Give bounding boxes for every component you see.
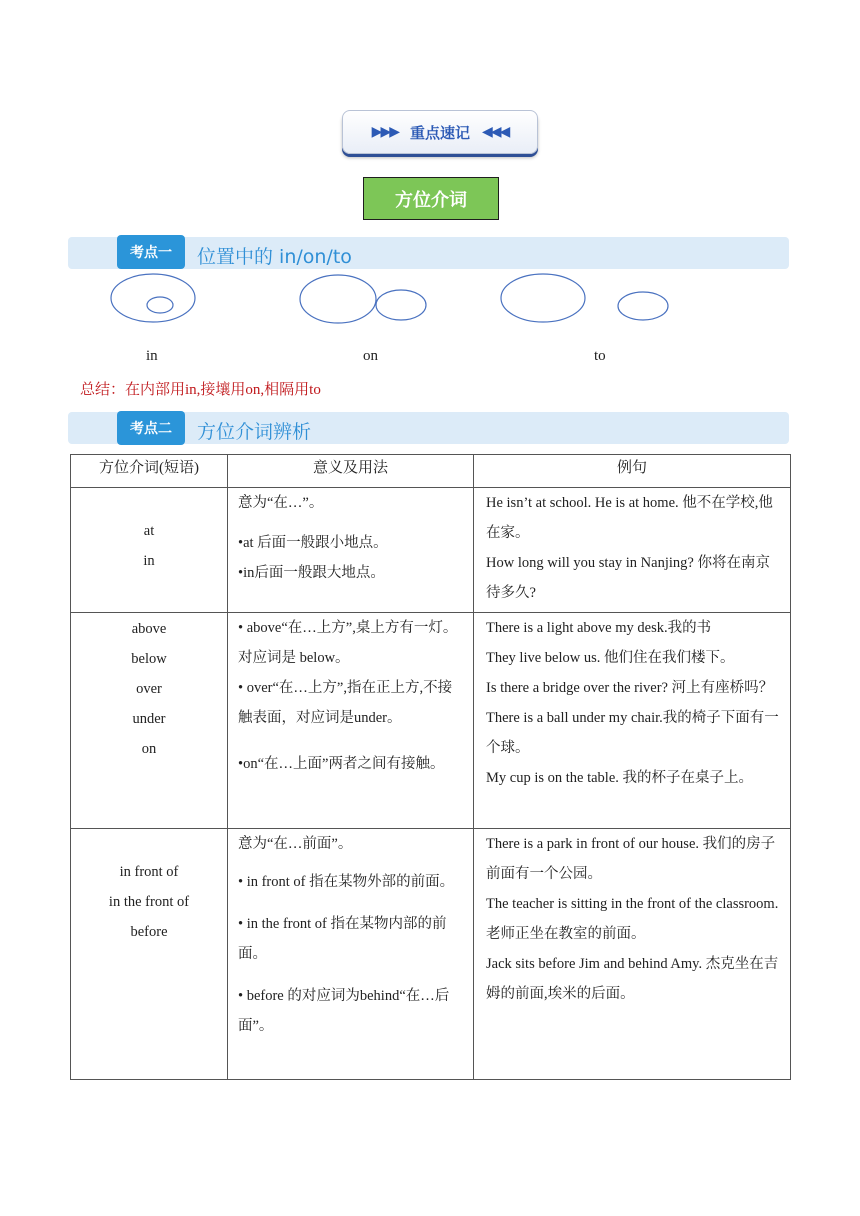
meaning-cell — [228, 829, 474, 1080]
header-example: 例句 — [474, 455, 791, 488]
banner-title: 重点速记 — [409, 123, 470, 142]
left-arrows-icon: ◀◀◀ — [482, 124, 509, 140]
position-diagram — [100, 268, 680, 332]
header-preposition: 方位介词(短语) — [71, 455, 228, 488]
example-line: My cup is on the table. 我的杯子在桌子上。 — [486, 770, 754, 786]
word: on — [141, 741, 157, 757]
label-to: to — [594, 348, 606, 364]
word: in front of — [119, 864, 179, 880]
meaning-cell — [228, 488, 474, 613]
word: in the front of — [108, 894, 190, 910]
word: above — [131, 621, 167, 637]
example-line: He isn’t at school. He is at home. 他不在学校,他在家。 — [486, 495, 773, 541]
summary-text: 总结：在内部用in,接壤用on,相隔用to — [80, 382, 321, 398]
diagram-on — [300, 275, 426, 323]
table-row — [71, 829, 791, 1080]
section1-title: 位置中的 in/on/to — [197, 246, 352, 268]
table-row — [71, 613, 791, 829]
example-cell — [474, 613, 791, 829]
meaning-line: • above“在…上方”,桌上方有一灯。对应词是 below。 — [238, 620, 458, 666]
word-cell — [71, 488, 228, 613]
example-line: The teacher is sitting in the front of the classroom. 老师正坐在教室的前面。 — [486, 896, 779, 942]
meaning-line: 意为“在…”。 — [238, 495, 324, 511]
preposition-table — [70, 454, 791, 1080]
word: at — [143, 523, 155, 539]
meaning-line: • before 的对应词为behind“在…后面”。 — [238, 988, 450, 1034]
example-cell — [474, 829, 791, 1080]
word: before — [130, 924, 168, 940]
diagram-to — [501, 274, 668, 322]
meaning-line: 意为“在…前面”。 — [238, 836, 353, 852]
word: over — [136, 681, 162, 697]
example-line: They live below us. 他们住在我们楼下。 — [486, 650, 735, 666]
example-line: How long will you stay in Nanjing? 你将在南京待多久? — [486, 555, 770, 601]
example-line: There is a ball under my chair.我的椅子下面有一个球。 — [486, 710, 779, 756]
section1-badge: 考点一 — [117, 235, 185, 269]
meaning-cell — [228, 613, 474, 829]
meaning-line: • over“在…上方”,指在正上方,不接触表面，对应词是under。 — [238, 680, 453, 726]
word-cell — [71, 829, 228, 1080]
meaning-line: •in后面一般跟大地点。 — [238, 565, 385, 581]
meaning-line: •at 后面一般跟小地点。 — [238, 535, 388, 551]
meaning-line: • in the front of 指在某物内部的前面。 — [238, 916, 447, 962]
meaning-line: • in front of 指在某物外部的前面。 — [238, 874, 455, 890]
label-in: in — [146, 348, 158, 364]
example-line: Jack sits before Jim and behind Amy. 杰克坐在吉姆的前面,埃米的后面。 — [486, 956, 779, 1002]
meaning-line: •on“在…上面”两者之间有接触。 — [238, 756, 445, 772]
label-on: on — [363, 348, 378, 364]
right-arrows-icon: ▶▶▶ — [371, 124, 398, 140]
example-line: Is there a bridge over the river? 河上有座桥吗？ — [486, 680, 774, 696]
table-row — [71, 488, 791, 613]
example-line: There is a light above my desk.我的书 — [486, 620, 712, 636]
word-cell — [71, 613, 228, 829]
word: under — [132, 711, 166, 727]
example-line: There is a park in front of our house. 我们的房子前面有一个公园。 — [486, 836, 776, 882]
section2-title: 方位介词辨析 — [197, 421, 312, 443]
word: below — [131, 651, 167, 667]
word: in — [143, 553, 155, 569]
diagram-in — [111, 274, 195, 322]
section2-badge: 考点二 — [117, 411, 185, 445]
header-meaning: 意义及用法 — [228, 455, 474, 488]
example-cell — [474, 488, 791, 613]
topic-title: 方位介词 — [363, 177, 499, 220]
table-header-row — [71, 455, 791, 488]
header-banner — [342, 110, 538, 154]
